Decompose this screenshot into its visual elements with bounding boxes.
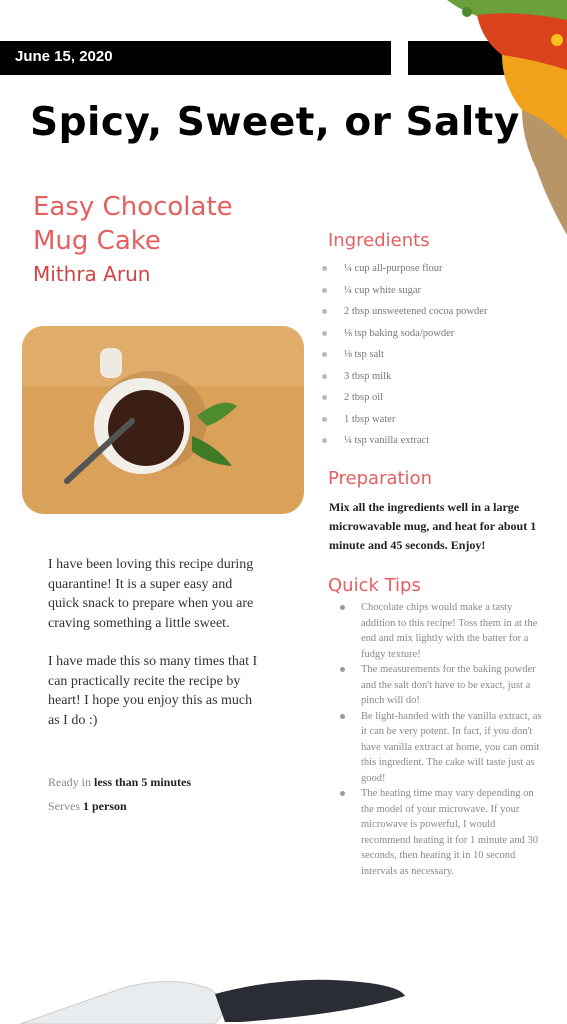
ingredient-item: 3 tbsp milk bbox=[322, 366, 552, 388]
quick-tips-heading: Quick Tips bbox=[328, 575, 421, 596]
story-paragraph: I have made this so many times that I can practically recite the recipe by heart! I hope you enjoy this as much as I do :) bbox=[48, 654, 258, 728]
ingredient-item: 2 tbsp unsweetened cocoa powder bbox=[322, 301, 552, 323]
ready-label: Ready in bbox=[48, 775, 91, 789]
serves-value: 1 person bbox=[83, 799, 127, 813]
preparation-text: Mix all the ingredients well in a large microwavable mug, and heat for about 1 minute and 45 seconds. Enjoy! bbox=[329, 500, 537, 552]
recipe-author: Mithra Arun bbox=[33, 262, 151, 286]
tip-item: The heating time may vary depending on the model of your microwave. If your microwave is powerful, I would recommend heating it for 1 minute and 30 seconds, then heating it in 10 second intervals as necessary. bbox=[340, 786, 545, 879]
knife-image bbox=[0, 934, 420, 1024]
post-date: June 15, 2020 bbox=[15, 48, 113, 65]
ready-value: less than 5 minutes bbox=[94, 775, 192, 789]
preparation-heading: Preparation bbox=[328, 468, 432, 489]
ingredient-item: ¼ tsp vanilla extract bbox=[322, 430, 552, 452]
mug-cake-photo bbox=[22, 326, 304, 514]
serves-label: Serves bbox=[48, 799, 80, 813]
story-paragraph: I have been loving this recipe during quarantine! It is a super easy and quick snack to prepare when you are craving something a little sweet. bbox=[48, 557, 254, 631]
recipe-meta bbox=[48, 770, 191, 818]
site-title: Spicy, Sweet, or Salty bbox=[30, 100, 520, 145]
tip-item: Chocolate chips would make a tasty addition to this recipe! Toss them in at the end and mix lightly with the batter for a fudgy texture! bbox=[340, 600, 545, 662]
ingredient-item: 1 tbsp water bbox=[322, 409, 552, 431]
recipe-story bbox=[48, 555, 258, 749]
recipe-title: Easy Chocolate Mug Cake bbox=[33, 192, 233, 256]
quick-tips-list bbox=[340, 600, 545, 879]
ingredient-item: ⅛ tsp salt bbox=[322, 344, 552, 366]
tip-item: Be light-handed with the vanilla extract, as it can be very potent. In fact, if you don't have vanilla extract at home, you can omit this ingredient. The cake will taste just as good! bbox=[340, 709, 545, 787]
ingredient-item: ¼ cup all-purpose flour bbox=[322, 258, 552, 280]
ingredients-heading: Ingredients bbox=[328, 230, 430, 251]
ingredient-item: 2 tbsp oil bbox=[322, 387, 552, 409]
ingredient-item: ¼ cup white sugar bbox=[322, 280, 552, 302]
ingredient-item: ⅛ tsp baking soda/powder bbox=[322, 323, 552, 345]
tip-item: The measurements for the baking powder and the salt don't have to be exact, just a pinch will do! bbox=[340, 662, 545, 709]
ingredients-list bbox=[322, 258, 552, 452]
